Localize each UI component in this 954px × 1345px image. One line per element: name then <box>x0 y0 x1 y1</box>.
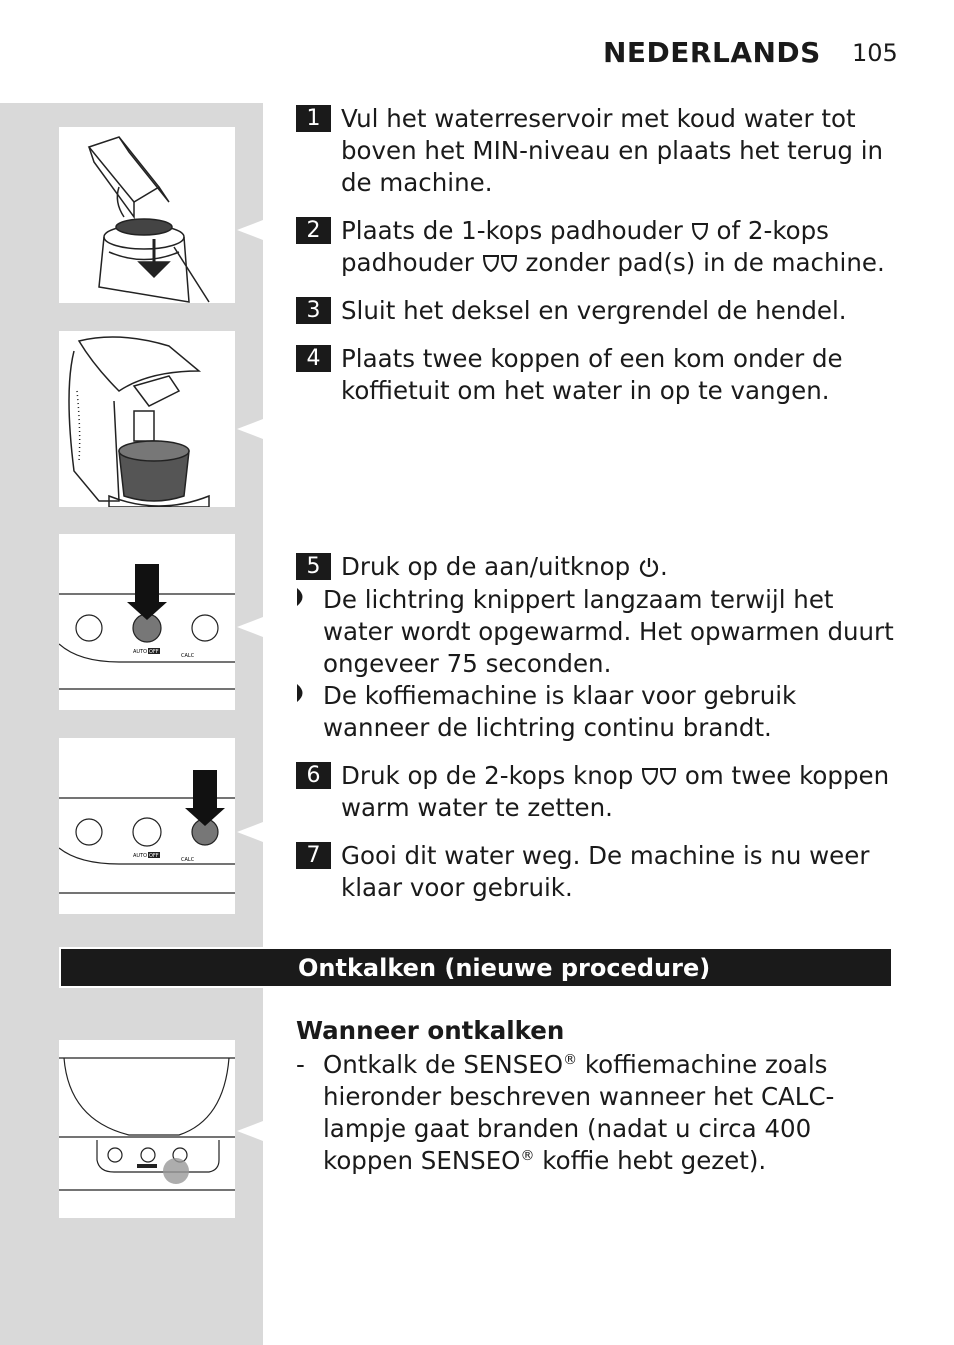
bullet-item: De lichtring knippert langzaam terwijl het water wordt opgewarmd. Het opwarmen duurt ongeveer 75 seconden. <box>296 584 896 680</box>
two-cup-icon <box>641 767 677 787</box>
power-button-illustration <box>59 534 235 710</box>
section-title: Ontkalken (nieuwe procedure) <box>298 954 711 982</box>
step-number: 2 <box>296 217 331 244</box>
step-number: 3 <box>296 297 331 324</box>
subheading: Wanneer ontkalken <box>296 1016 565 1045</box>
step-number: 6 <box>296 762 331 789</box>
step-4 <box>296 343 896 407</box>
fill-reservoir-illustration <box>59 127 235 303</box>
bullet-arrow-icon <box>296 683 308 703</box>
step-text: Plaats de 1-kops padhouder of 2-kops padhouder zonder pad(s) in de machine. <box>341 216 885 277</box>
dash-marker: - <box>296 1050 305 1079</box>
step-7 <box>296 840 896 904</box>
svg-text:CALC: CALC <box>181 857 195 863</box>
svg-text:AUTO: AUTO <box>133 649 148 655</box>
cup-under-spout-illustration <box>59 331 235 507</box>
sidebar-notch <box>237 1121 263 1141</box>
two-cup-button-illustration <box>59 738 235 914</box>
step-text: Sluit het deksel en vergrendel de hendel. <box>341 296 847 325</box>
step-number: 7 <box>296 842 331 869</box>
svg-text:CALC: CALC <box>181 653 195 659</box>
sidebar-notch <box>237 617 263 637</box>
step-text: Gooi dit water weg. De machine is nu weer klaar voor gebruik. <box>341 841 870 902</box>
svg-text:OFF: OFF <box>149 649 159 655</box>
language-heading: NEDERLANDS <box>603 36 821 69</box>
step-6 <box>296 760 896 824</box>
step-1 <box>296 103 896 199</box>
power-icon <box>638 556 660 578</box>
sidebar-notch <box>237 419 263 439</box>
page-number: 105 <box>852 39 898 67</box>
step-number: 4 <box>296 345 331 372</box>
step-3 <box>296 295 896 327</box>
step-text: Vul het waterreservoir met koud water tot boven het MIN-niveau en plaats het terug in de machine. <box>341 104 884 197</box>
step-number: 5 <box>296 553 331 580</box>
dash-list-item: - Ontkalk de SENSEO® koffiemachine zoals hieronder beschreven wanneer het CALC-lampje gaat branden (nadat u circa 400 koppen SENSEO® koffie hebt gezet). <box>296 1050 835 1175</box>
two-cup-icon <box>482 254 518 274</box>
step-text: Druk op de 2-kops knop om twee koppen warm water te zetten. <box>341 761 890 822</box>
step-text: Druk op de aan/uitknop . <box>341 552 668 581</box>
step-number: 1 <box>296 105 331 132</box>
calc-light-illustration <box>59 1040 235 1218</box>
one-cup-icon <box>691 222 709 242</box>
step-5 <box>296 551 896 583</box>
step-2 <box>296 215 896 279</box>
section-heading-bar <box>59 947 893 988</box>
svg-text:OFF: OFF <box>149 853 159 859</box>
sidebar-notch <box>237 220 263 240</box>
step-text: Plaats twee koppen of een kom onder de koffietuit om het water in op te vangen. <box>341 344 843 405</box>
bullet-arrow-icon <box>296 587 308 607</box>
svg-text:AUTO: AUTO <box>133 853 148 859</box>
sidebar-notch <box>237 822 263 842</box>
bullet-item: De koffiemachine is klaar voor gebruik wanneer de lichtring continu brandt. <box>296 680 896 744</box>
